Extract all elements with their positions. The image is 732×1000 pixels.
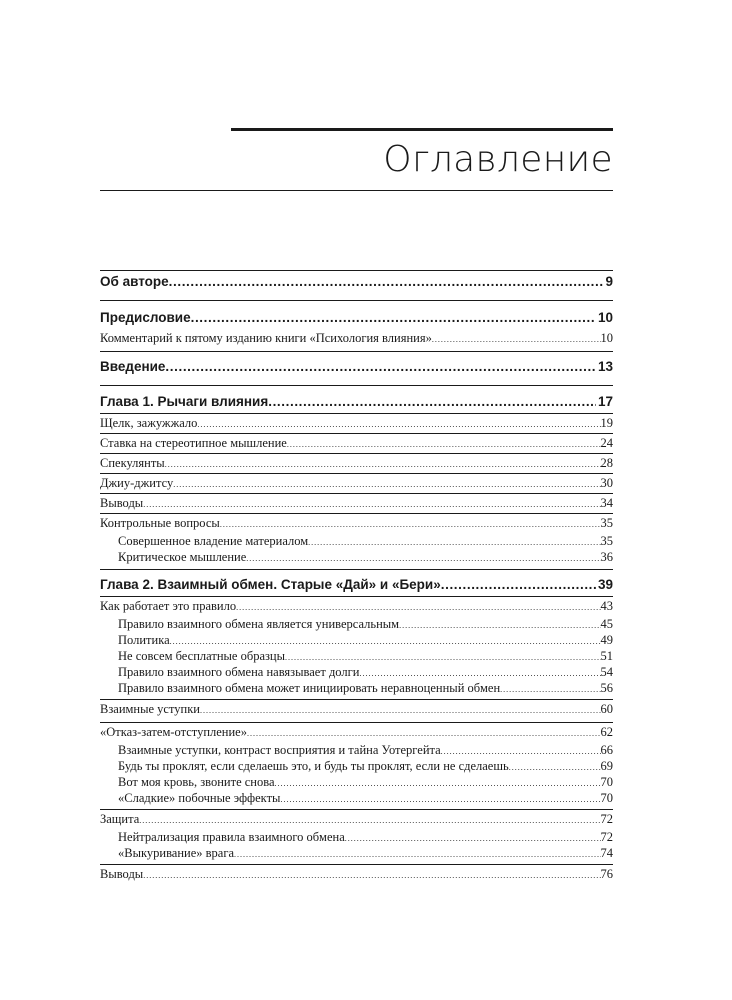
toc-entry-sec[interactable] — [100, 810, 613, 829]
toc-page-number: 19 — [600, 416, 613, 430]
toc-entry-title: Об авторе — [100, 274, 169, 289]
toc-entry-major[interactable] — [100, 307, 613, 329]
toc-page-number: 35 — [600, 534, 613, 548]
toc-leader-dots — [246, 549, 600, 567]
toc-page-number: 74 — [600, 846, 613, 860]
page-title: Оглавление — [383, 139, 613, 180]
toc-entry-major[interactable] — [100, 271, 613, 293]
toc-entry-sub[interactable] — [100, 533, 613, 549]
toc-entry-sec[interactable] — [100, 597, 613, 616]
toc-leader-dots — [236, 597, 600, 617]
toc-leader-dots — [169, 271, 604, 293]
toc-entry-sub[interactable] — [100, 774, 613, 790]
toc-page-number: 9 — [605, 274, 613, 289]
toc-page-number: 70 — [600, 775, 613, 789]
toc-entry-sub[interactable] — [100, 845, 613, 861]
toc-page-number: 56 — [600, 681, 613, 695]
toc-entry-sub[interactable] — [100, 549, 613, 565]
toc-entry-title: «Выкуривание» врага — [118, 846, 235, 860]
toc-entry-sec[interactable] — [100, 700, 613, 719]
toc-entry-title: Джиу-джитсу — [100, 476, 174, 490]
toc-entry-sec[interactable] — [100, 329, 613, 348]
toc-leader-dots — [268, 391, 596, 413]
toc-leader-dots — [234, 845, 600, 863]
toc-leader-dots — [500, 680, 600, 698]
toc-entry-title: Введение — [100, 359, 166, 374]
toc-leader-dots — [165, 454, 601, 474]
title-bottom-rule — [100, 190, 613, 191]
toc-leader-dots — [287, 434, 601, 454]
toc-page-number: 10 — [597, 310, 613, 325]
toc-entry-major[interactable] — [100, 574, 613, 596]
toc-entry-sub[interactable] — [100, 648, 613, 664]
toc-entry-title: Глава 1. Рычаги влияния — [100, 394, 269, 409]
toc-page-number: 13 — [597, 359, 613, 374]
toc-page-number: 34 — [600, 496, 613, 510]
toc-page-number: 39 — [597, 577, 613, 592]
toc-entry-sub[interactable] — [100, 680, 613, 696]
toc-page-number: 43 — [600, 599, 613, 613]
toc-entry-sec[interactable] — [100, 514, 613, 533]
toc-entry-title: Правило взаимного обмена является универсальным — [118, 617, 400, 631]
toc-entry-title: Щелк, зажужжало — [100, 416, 198, 430]
toc-page-number: 30 — [600, 476, 613, 490]
toc-page-number: 72 — [600, 830, 613, 844]
toc-page-number: 10 — [600, 331, 613, 345]
toc-page-number: 36 — [600, 550, 613, 564]
toc-entry-title: Предисловие — [100, 310, 191, 325]
toc-page-number: 76 — [600, 867, 613, 881]
toc-entry-title: Политика — [118, 633, 170, 647]
toc-entry-title: Взаимные уступки, контраст восприятия и тайна Уотергейта — [118, 743, 441, 757]
toc-entry-title: Нейтрализация правила взаимного обмена — [118, 830, 345, 844]
toc-entry-sub[interactable] — [100, 632, 613, 648]
toc-entry-sec[interactable] — [100, 494, 613, 513]
toc-entry-sub[interactable] — [100, 664, 613, 680]
toc-entry-title: Глава 2. Взаимный обмен. Старые «Дай» и «Бери» — [100, 577, 441, 592]
toc-page-number: 28 — [600, 456, 613, 470]
toc-entry-title: Выводы — [100, 867, 144, 881]
toc-leader-dots — [143, 494, 600, 514]
toc-leader-dots — [432, 329, 601, 349]
toc-entry-sub[interactable] — [100, 616, 613, 632]
toc-leader-dots — [280, 790, 600, 808]
toc-page-number: 45 — [600, 617, 613, 631]
toc-leader-dots — [197, 414, 600, 434]
toc-page-number: 62 — [600, 725, 613, 739]
toc-page-number: 54 — [600, 665, 613, 679]
toc-leader-dots — [191, 307, 596, 329]
title-top-rule — [231, 128, 613, 131]
toc-entry-sec[interactable] — [100, 474, 613, 493]
toc-entry-title: Вот моя кровь, звоните снова — [118, 775, 275, 789]
toc-spacer — [100, 378, 613, 385]
toc-page-number: 60 — [600, 702, 613, 716]
toc-leader-dots — [220, 514, 601, 534]
toc-entry-title: Правило взаимного обмена навязывает долги — [118, 665, 360, 679]
toc-entry-title: Не совсем бесплатные образцы — [118, 649, 286, 663]
toc-entry-title: Спекулянты — [100, 456, 165, 470]
toc-leader-dots — [143, 865, 600, 885]
toc-entry-title: Комментарий к пятому изданию книги «Психология влияния» — [100, 331, 432, 345]
toc-entry-title: «Сладкие» побочные эффекты — [118, 791, 281, 805]
toc-entry-major[interactable] — [100, 391, 613, 413]
toc-entry-sec[interactable] — [100, 454, 613, 473]
toc-entry-title: Критическое мышление — [118, 550, 247, 564]
toc-entry-title: Ставка на стереотипное мышление — [100, 436, 287, 450]
table-of-contents — [100, 270, 613, 884]
toc-entry-sec[interactable] — [100, 414, 613, 433]
toc-page-number: 72 — [600, 812, 613, 826]
toc-entry-title: Правило взаимного обмена может инициировать неравноценный обмен — [118, 681, 501, 695]
toc-leader-dots — [441, 574, 596, 596]
toc-page-number: 35 — [600, 516, 613, 530]
toc-entry-sub[interactable] — [100, 790, 613, 806]
toc-leader-dots — [247, 723, 601, 743]
toc-page-number: 66 — [600, 743, 613, 757]
toc-leader-dots — [139, 810, 600, 830]
toc-page-number: 69 — [600, 759, 613, 773]
toc-entry-title: Взаимные уступки — [100, 702, 200, 716]
toc-leader-dots — [165, 356, 596, 378]
toc-entry-sub[interactable] — [100, 829, 613, 845]
toc-page-number: 17 — [597, 394, 613, 409]
toc-entry-sec[interactable] — [100, 434, 613, 453]
toc-leader-dots — [173, 474, 600, 494]
toc-entry-title: Будь ты проклят, если сделаешь это, и будь ты проклят, если не сделаешь — [118, 759, 509, 773]
toc-entry-title: Выводы — [100, 496, 144, 510]
toc-entry-title: «Отказ-затем-отступление» — [100, 725, 247, 739]
toc-entry-title: Защита — [100, 812, 140, 826]
toc-entry-title: Совершенное владение материалом — [118, 534, 309, 548]
toc-entry-major[interactable] — [100, 356, 613, 378]
toc-page-number: 49 — [600, 633, 613, 647]
toc-page-number: 51 — [600, 649, 613, 663]
toc-entry-title: Контрольные вопросы — [100, 516, 220, 530]
toc-spacer — [100, 293, 613, 300]
toc-entry-sub[interactable] — [100, 758, 613, 774]
toc-page-number: 70 — [600, 791, 613, 805]
toc-entry-sub[interactable] — [100, 742, 613, 758]
toc-leader-dots — [200, 700, 601, 720]
toc-entry-title: Как работает это правило — [100, 599, 237, 613]
toc-entry-sec[interactable] — [100, 865, 613, 884]
toc-entry-sec[interactable] — [100, 723, 613, 742]
toc-page-number: 24 — [600, 436, 613, 450]
